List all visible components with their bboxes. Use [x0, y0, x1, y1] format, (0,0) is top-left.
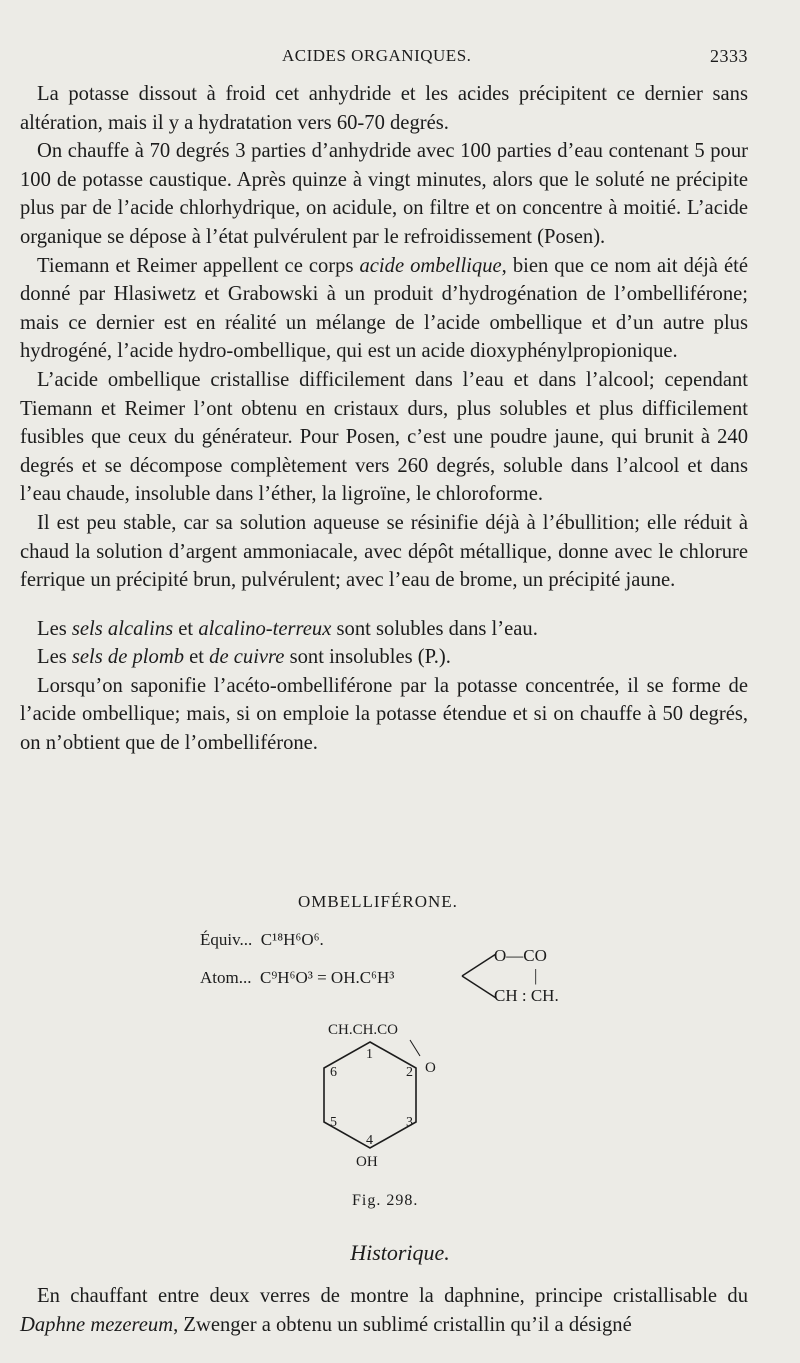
svg-text:4: 4 [366, 1133, 373, 1148]
branch-top: O—CO [494, 946, 547, 965]
tail-text [20, 1282, 748, 1339]
paragraph: Il est peu stable, car sa solution aqueuse se résinifie déjà à l’ébullition; elle réduit à chaud la solution d’argent ammoniacale, avec dépôt métallique, donne avec le chlorure ferrique un précipité brun, pulvérulent; avec l’eau de brome, un précipité jaune. [20, 511, 748, 592]
running-title: ACIDES ORGANIQUES. [282, 46, 472, 65]
paragraph: Lorsqu’on saponifie l’acéto-ombelliférone par la potasse concentrée, il se forme de l’acide ombellique; mais, si on emploie la potasse étendue et si on chauffe à 50 degrés, on n’obtient que de l’ombelliférone. [20, 674, 748, 755]
paragraph-salts-lead: Les sels de plomb et de cuivre sont insolubles (P.). [37, 646, 451, 669]
svg-text:3: 3 [406, 1115, 413, 1130]
branch-bond: | [534, 966, 538, 985]
branch-bottom: CH : CH. [494, 986, 559, 1005]
equiv-formula: Équiv... C¹⁸H⁶O⁶. [200, 930, 324, 949]
paragraph-salts-alkaline: Les sels alcalins et alcalino-terreux sont solubles dans l’eau. [37, 617, 538, 640]
svg-text:1: 1 [366, 1047, 373, 1062]
figure-caption: Fig. 298. [352, 1192, 419, 1209]
page-number: 2333 [710, 46, 748, 66]
paragraph: L’acide ombellique cristallise difficilement dans l’eau et dans l’alcool; cependant Tiemann et Reimer l’ont obtenu en cristaux durs, plus solubles et plus difficilement fusibles que ceux du générateur. Pour Posen, c’est une poudre jaune, qui brunit à 240 degrés et se décompose complètement vers 260 degrés, soluble dans l’alcool et dans l’eau chaude, insoluble dans l’éther, la ligroïne, le chloroforme. [20, 368, 748, 506]
paragraph: Tiemann et Reimer appellent ce corps acide ombellique, bien que ce nom ait déjà été donné par Hlasiwetz et Grabowski à un produit d’hydrogénation de l’ombelliférone; mais ce dernier est en réalité un mélange de l’acide ombellique et d’un autre plus hydrogéné, l’acide hydro-ombellique, qui est un acide dioxyphénylpropionique. [20, 254, 748, 363]
svg-text:6: 6 [330, 1065, 337, 1080]
structure-diagram [300, 1018, 460, 1188]
ring-top-label: CH.CH.CO [328, 1022, 399, 1038]
paragraph: La potasse dissout à froid cet anhydride et les acides précipitent ce dernier sans altération, mais il y a hydratation vers 60-70 degrés. [20, 83, 748, 134]
running-header [20, 46, 748, 70]
ring-hydroxyl: OH [356, 1154, 378, 1170]
svg-text:2: 2 [406, 1065, 413, 1080]
paragraph: On chauffe à 70 degrés 3 parties d’anhydride avec 100 parties d’eau contenant 5 pour 100 de potasse caustique. Après quinze à vingt minutes, alors que le soluté ne précipite plus par de l’acide chlorhydrique, on acidule, on filtre et on concentre à moitié. L’acide organique se dépose à l’état pulvérulent par le refroidissement (Posen). [20, 140, 748, 248]
section-heading: Historique. [350, 1240, 450, 1265]
atom-formula: Atom... C⁹H⁶O³ = OH.C⁶H³ [200, 968, 395, 987]
paragraph: En chauffant entre deux verres de montre la daphnine, principe cristallisable du Daphne mezereum, Zwenger a obtenu un sublimé cristallin qu’il a désigné [20, 1285, 748, 1336]
compound-name: OMBELLIFÉRONE. [298, 892, 458, 911]
ring-oxygen: O [425, 1060, 436, 1076]
svg-text:5: 5 [330, 1115, 337, 1130]
lactone-bond [410, 1040, 420, 1056]
body-text [20, 80, 748, 758]
